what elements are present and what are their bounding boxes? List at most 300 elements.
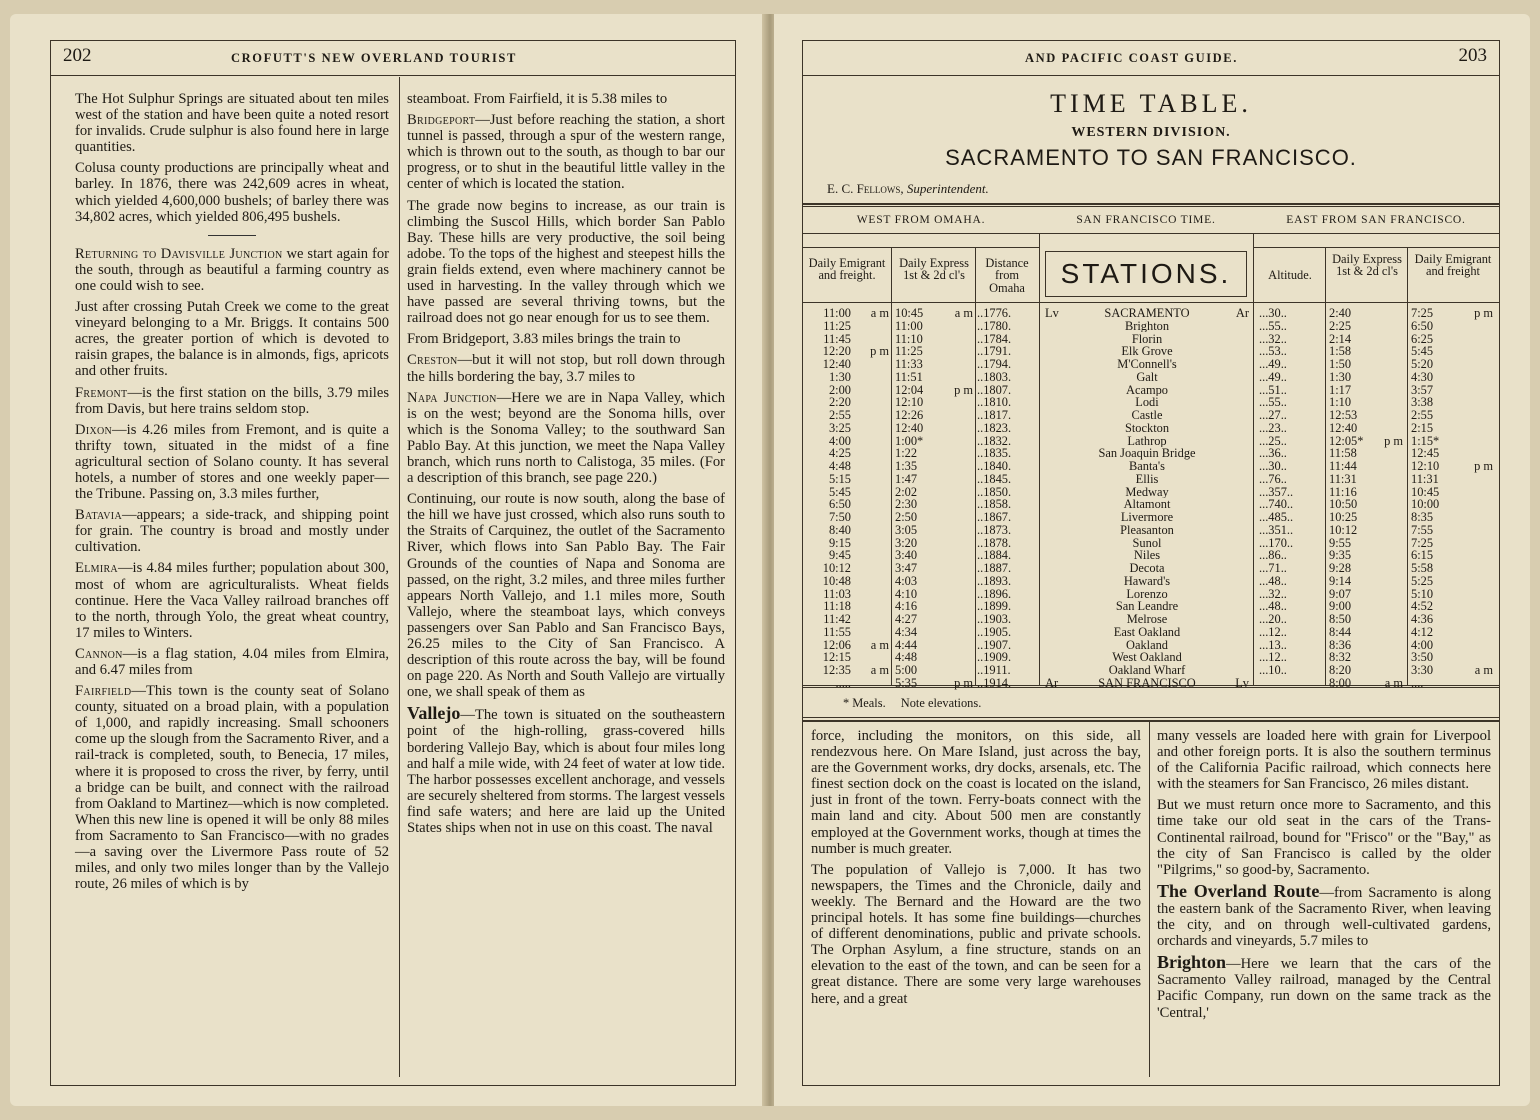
altitude: ...86.. xyxy=(1259,548,1287,563)
paragraph-text: —Here we learn that the cars of the Sacramento Valley railroad, managed by the Central Pacific Company, run down on the same track as the 'Central,' xyxy=(1157,956,1491,1021)
group-east-from-san-francisco: EAST FROM SAN FRANCISCO. xyxy=(1286,214,1466,226)
paragraph xyxy=(1157,728,1491,792)
head-east-express: Daily Express 1st & 2d cl's xyxy=(1332,252,1402,279)
west-express-meridiem: p m xyxy=(954,382,973,397)
distance-value: 1914 xyxy=(983,675,1008,690)
station-name: Elk Grove xyxy=(1121,345,1173,358)
paragraph-text: Colusa county productions are principally wheat and barley. In 1876, there was 242,609 acres in wheat, which yielded 4,600,000 bushels; of barley there was 34,802 acres, which yielded 806,495 bushels. xyxy=(75,160,389,225)
east-emigrant-time: 6:50 xyxy=(1411,318,1434,333)
west-express-time: 4:03 xyxy=(895,573,918,588)
head-altitude: Altitude. xyxy=(1268,268,1312,282)
paragraph xyxy=(1157,880,1491,950)
altitude-value: 30 xyxy=(1268,459,1281,473)
altitude-value: 32 xyxy=(1268,586,1281,601)
west-express-time: 3:47 xyxy=(895,561,918,575)
distance-value: 1878 xyxy=(983,535,1008,550)
footnote-elevations: Note elevations. xyxy=(900,696,982,710)
paragraph xyxy=(407,198,725,327)
east-express-time: 8:36 xyxy=(1329,637,1352,652)
paragraph xyxy=(407,91,725,107)
east-emigrant-time: 5:10 xyxy=(1411,586,1434,601)
altitude: ...485.. xyxy=(1259,510,1294,524)
left-column-divider xyxy=(399,77,400,1077)
altitude: ...51.. xyxy=(1259,382,1287,397)
west-emigrant-time: 12:35 xyxy=(822,663,851,677)
altitude-value: 10 xyxy=(1268,663,1281,677)
paragraph-text: force, including the monitors, on this side, all rendezvous here. On Mare Island, just across the bay, are the Government works, dry docks, arsenals, etc. The finest section dock on the coast is located on the island, just in front of the town. Ferry-boats connect with the main land and city. About 500 men are constantly employed at the Government works, though at times the number is much greater. xyxy=(811,728,1141,857)
station-name: SACRAMENTO xyxy=(1104,307,1190,320)
paragraph-heading: Bridgeport xyxy=(407,112,476,129)
west-express-time: 4:10 xyxy=(895,586,918,601)
station-row xyxy=(1043,447,1251,460)
timetable-route: SACRAMENTO TO SAN FRANCISCO. xyxy=(945,145,1357,170)
west-emigrant-meridiem: a m xyxy=(870,663,889,677)
east-express-time: 2:25 xyxy=(1329,318,1352,333)
station-name: San Joaquin Bridge xyxy=(1098,447,1196,460)
paragraph-heading: Napa Junction xyxy=(407,389,497,406)
east-express-time: 9:00 xyxy=(1329,599,1352,614)
distance-value: 1803 xyxy=(983,369,1008,384)
superintendent-name: E. C. Fellows, xyxy=(827,181,904,196)
station-row xyxy=(1043,549,1251,562)
altitude-value: 71 xyxy=(1268,561,1281,575)
station-name: Oakland Wharf xyxy=(1108,664,1186,677)
paragraph-heading: Returning to Davisville Junction xyxy=(75,245,283,262)
distance-value: 1905 xyxy=(983,624,1008,639)
station-name: Pleasanton xyxy=(1120,523,1174,537)
east-emigrant-time: .... xyxy=(1411,675,1424,690)
east-express-time: 10:50 xyxy=(1329,497,1358,512)
paragraph xyxy=(75,385,389,417)
paragraph-text: From Bridgeport, 3.83 miles brings the train to xyxy=(407,331,681,348)
station-row xyxy=(1043,409,1251,422)
right-text-column-2 xyxy=(1157,728,1491,1026)
west-emigrant-time: ..... xyxy=(835,675,851,690)
paragraph-heading: Brighton xyxy=(1157,952,1227,973)
altitude: ...48.. xyxy=(1259,573,1287,588)
distance-from-omaha: ..1817. xyxy=(977,408,1012,422)
west-emigrant-time: 4:48 xyxy=(828,459,851,473)
east-emigrant-time: 3:30 xyxy=(1411,663,1434,677)
station-row xyxy=(1043,345,1251,358)
west-emigrant-time: 5:45 xyxy=(828,484,851,499)
east-express-time: 9:28 xyxy=(1329,561,1352,575)
west-emigrant-time: 11:25 xyxy=(823,318,851,333)
distance-from-omaha: ..1887. xyxy=(977,561,1012,575)
altitude-value: 12 xyxy=(1268,624,1281,639)
station-row xyxy=(1043,562,1251,575)
station-direction-prefix: Ar xyxy=(1045,676,1059,690)
east-emigrant-time: 1:15* xyxy=(1411,433,1440,448)
right-running-header xyxy=(803,41,1499,76)
altitude-value: 51 xyxy=(1268,382,1281,397)
distance-from-omaha: ..1911. xyxy=(977,663,1011,677)
head-west-express: Daily Express 1st & 2d cl's xyxy=(899,256,969,283)
right-text-column-1 xyxy=(811,728,1141,1012)
distance-value: 1794 xyxy=(983,357,1008,371)
altitude-value: 27 xyxy=(1268,408,1281,422)
altitude: ...12.. xyxy=(1259,650,1287,665)
west-emigrant-time: 8:40 xyxy=(828,522,851,537)
east-express-time: 11:16 xyxy=(1329,484,1357,499)
altitude: ...25.. xyxy=(1259,433,1287,448)
station-name: Ellis xyxy=(1135,472,1159,486)
paragraph-text: —is 4.26 miles from Fremont, and is quite a thrifty town, situated in the midst of a fine agricultural section of Solano county. It has several hotels, a number of stores and one weekly paper—the Tribune. Passing on, 3.3 miles further, xyxy=(75,421,389,503)
west-express-meridiem: a m xyxy=(954,306,973,320)
right-column-divider xyxy=(1149,721,1150,1077)
station-row xyxy=(1043,371,1251,384)
distance-value: 1835 xyxy=(983,446,1008,461)
distance-value: 1887 xyxy=(983,561,1008,575)
west-emigrant-time: 5:15 xyxy=(828,471,851,486)
paragraph xyxy=(75,160,389,224)
station-row xyxy=(1043,498,1251,511)
distance-from-omaha: ..1810. xyxy=(977,395,1012,410)
head-distance: Distance from Omaha xyxy=(985,256,1029,295)
station-name: Lorenzo xyxy=(1126,587,1168,601)
west-express-time: 2:02 xyxy=(895,484,918,499)
station-name: SAN FRANCISCO xyxy=(1098,676,1196,690)
station-direction-prefix: Lv xyxy=(1045,307,1059,320)
west-emigrant-time: 4:00 xyxy=(828,433,851,448)
altitude: ...55.. xyxy=(1259,395,1287,410)
distance-from-omaha: ..1803. xyxy=(977,369,1012,384)
east-express-time: 12:05* xyxy=(1329,433,1364,448)
east-express-time: 10:12 xyxy=(1329,522,1358,537)
east-emigrant-time: 5:45 xyxy=(1411,344,1434,359)
distance-from-omaha: ..1884. xyxy=(977,548,1012,563)
west-express-time: 4:34 xyxy=(895,624,918,639)
distance-value: 1911 xyxy=(983,663,1008,677)
west-express-time: 12:40 xyxy=(895,420,924,435)
west-emigrant-time: 11:55 xyxy=(823,624,851,639)
altitude: ...49.. xyxy=(1259,357,1287,371)
altitude: ...32.. xyxy=(1259,586,1287,601)
paragraph-heading: Creston xyxy=(407,352,458,369)
west-emigrant-time: 12:15 xyxy=(822,650,851,665)
station-row xyxy=(1043,677,1251,690)
paragraph xyxy=(75,683,389,892)
east-express-time: 8:44 xyxy=(1329,624,1352,639)
left-running-header xyxy=(51,41,735,76)
distance-from-omaha: ..1840. xyxy=(977,459,1012,473)
altitude-value: 485 xyxy=(1268,510,1287,524)
west-express-time: 12:26 xyxy=(895,408,924,422)
east-emigrant-time: 3:57 xyxy=(1411,382,1434,397)
distance-value: 1858 xyxy=(983,497,1008,512)
altitude: ...20.. xyxy=(1259,612,1287,626)
altitude: ...49.. xyxy=(1259,369,1287,384)
distance-from-omaha: ..1780. xyxy=(977,318,1012,333)
paragraph-heading: Vallejo xyxy=(407,703,461,724)
east-emigrant-time: 4:30 xyxy=(1411,369,1434,384)
distance-from-omaha: ..1850. xyxy=(977,484,1012,499)
station-row xyxy=(1043,537,1251,550)
east-express-time: 1:50 xyxy=(1329,357,1352,371)
station-name: Altamont xyxy=(1123,498,1171,511)
distance-value: 1867 xyxy=(983,510,1008,524)
right-running-title: AND PACIFIC COAST GUIDE. xyxy=(1025,51,1238,65)
west-express-time: 1:35 xyxy=(895,459,918,473)
altitude-value: 13 xyxy=(1268,637,1281,652)
east-emigrant-time: 5:58 xyxy=(1411,561,1434,575)
paragraph-text: —is a flag station, 4.04 miles from Elmira, and 6.47 miles from xyxy=(75,645,389,678)
altitude: ...71.. xyxy=(1259,561,1287,575)
east-emigrant-time: 7:25 xyxy=(1411,535,1434,550)
west-express-time: 11:00 xyxy=(895,318,923,333)
east-express-time: 8:32 xyxy=(1329,650,1352,665)
station-row xyxy=(1043,384,1251,397)
altitude-value: 20 xyxy=(1268,612,1281,626)
west-emigrant-time: 12:06 xyxy=(822,637,851,652)
east-express-time: 12:40 xyxy=(1329,420,1358,435)
station-row xyxy=(1043,511,1251,524)
paragraph xyxy=(75,646,389,678)
west-express-time: 4:48 xyxy=(895,650,918,665)
paragraph-text: The population of Vallejo is 7,000. It has two newspapers, the Times and the Chronicle, daily and weekly. The Bernard and the Howard are the two principal hotels. It has some fine buildings—churches of different denominations, public and private schools. The Orphan Asylum, a fine structure, stands on an elevation to the east of the town, and can be seen for a great distance. There are some very large warehouses here, and a great xyxy=(811,861,1141,1007)
east-emigrant-time: 12:10 xyxy=(1411,459,1440,473)
station-name: Decota xyxy=(1129,562,1165,575)
right-page-frame xyxy=(802,40,1500,1086)
altitude: ...55.. xyxy=(1259,318,1287,333)
paragraph-text: —This town is the county seat of Solano county, situated on a broad plain, with a population of 1,000, and rapidly increasing. Small schooners come up the slough from the Sacramento River, and a rail-track is completed, south, to Benecia, 17 miles, where it is proposed to cross the river, by ferry, until a bridge can be built, and connect with the railroad from Oakland to Martinez—which is now completed. When this new line is opened it will be only 88 miles from Sacramento to San Francisco—with no grades—a saving over the Livermore Pass route of 52 miles, and only two miles longer than by the Vallejo route, 26 miles of which is by xyxy=(75,683,389,893)
distance-value: 1893 xyxy=(983,573,1008,588)
east-express-time: 2:14 xyxy=(1329,331,1352,346)
east-express-time: 9:35 xyxy=(1329,548,1352,563)
paragraph-text: —is 4.84 miles further; population about 300, most of whom are agriculturalists. Wheat fields continue. Here the Vaca Valley railroad branches off to the north, through Yolo, the great wheat country, 17 miles to Winters. xyxy=(75,560,389,641)
east-express-time: 8:20 xyxy=(1329,663,1352,677)
west-express-time: 5:35 xyxy=(895,675,918,690)
timetable-superintendent xyxy=(827,181,989,197)
east-emigrant-time: 4:36 xyxy=(1411,612,1434,626)
distance-from-omaha: ..1835. xyxy=(977,446,1012,461)
paragraph-text: Continuing, our route is now south, along the base of the hill we have just crossed, which also runs south to the Straits of Carquinez, the outlet of the Sacramento River, which flows into San Pablo Bay. The Fair Grounds of the counties of Napa and Sonoma are passed, on the right, 3.2 miles, and three miles further appears North Vallejo, and 1.1 miles more, South Vallejo, where the steamboat lays, which conveys passengers over San Pablo and San Francisco Bays, 26.25 miles to the City of San Francisco. A description of this route across the bay, will be found on page 220. As North and South Vallejo are virtually one, we shall speak of them as xyxy=(407,491,725,701)
west-express-time: 11:10 xyxy=(895,331,923,346)
distance-value: 1784 xyxy=(983,331,1008,346)
west-express-meridiem: p m xyxy=(954,675,973,690)
east-emigrant-meridiem: p m xyxy=(1474,306,1493,320)
left-page-frame xyxy=(50,40,736,1086)
distance-value: 1817 xyxy=(983,408,1008,422)
station-direction-suffix: Lv xyxy=(1235,676,1249,690)
altitude-value: 23 xyxy=(1268,420,1281,435)
paragraph-heading: Fairfield xyxy=(75,683,132,700)
distance-value: 1850 xyxy=(983,484,1008,499)
distance-from-omaha: ..1807. xyxy=(977,382,1012,397)
head-stations: STATIONS. xyxy=(1045,251,1247,297)
station-row xyxy=(1043,486,1251,499)
distance-from-omaha: ..1784. xyxy=(977,331,1012,346)
altitude: ...36.. xyxy=(1259,446,1287,461)
east-emigrant-time: 6:15 xyxy=(1411,548,1434,563)
right-page xyxy=(774,14,1530,1106)
west-emigrant-time: 2:55 xyxy=(828,408,851,422)
altitude: ...10.. xyxy=(1259,663,1287,677)
station-row xyxy=(1043,473,1251,486)
west-emigrant-time: 11:42 xyxy=(823,612,851,626)
head-east-emigrant: Daily Emigrant and freight xyxy=(1414,252,1492,279)
altitude-value: 30 xyxy=(1268,306,1281,320)
west-emigrant-time: 2:00 xyxy=(828,382,851,397)
paragraph xyxy=(75,560,389,640)
distance-from-omaha: ..1896. xyxy=(977,586,1012,601)
altitude-value: 48 xyxy=(1268,599,1281,614)
paragraph-text: we start again for the south, through as beautiful a farming country as one could wish to see. xyxy=(75,245,389,294)
east-express-time: 8:50 xyxy=(1329,612,1352,626)
distance-from-omaha: ..1907. xyxy=(977,637,1012,652)
west-emigrant-meridiem: p m xyxy=(870,344,889,359)
altitude-value: 740 xyxy=(1268,497,1287,512)
west-express-time: 1:47 xyxy=(895,471,918,486)
west-express-time: 10:45 xyxy=(895,306,924,320)
station-name: West Oakland xyxy=(1112,651,1182,664)
west-emigrant-time: 7:50 xyxy=(828,510,851,524)
distance-from-omaha: ..1905. xyxy=(977,624,1012,639)
paragraph-heading: Fremont xyxy=(75,384,128,401)
paragraph-heading: Cannon xyxy=(75,645,123,662)
altitude: ...30.. xyxy=(1259,459,1287,473)
altitude-value: 32 xyxy=(1268,331,1281,346)
station-row xyxy=(1043,639,1251,652)
paragraph-text: —appears; a side-track, and shipping point for grain. The country is broad and mostly under cultivation. xyxy=(75,507,389,556)
left-page-number: 202 xyxy=(63,45,92,66)
altitude-value: 48 xyxy=(1268,573,1281,588)
left-running-title: CROFUTT'S NEW OVERLAND TOURIST xyxy=(231,51,517,65)
east-express-time: 11:58 xyxy=(1329,446,1357,461)
altitude: ...76.. xyxy=(1259,471,1287,486)
distance-value: 1807 xyxy=(983,382,1008,397)
distance-value: 1840 xyxy=(983,459,1008,473)
altitude-value: 55 xyxy=(1268,395,1281,410)
paragraph-text: —The town is situated on the southeastern point of the high-rolling, grass-covered hills bordering Vallejo Bay, which is about four miles long and half a mile wide, with 24 feet of water at low tide. The harbor possesses excellent anchorage, and vessels are securely sheltered from storms. The largest vessels find safe waters; and here are laid up the United States ships when not in use on this coast. The naval xyxy=(407,707,725,837)
left-text-column-1 xyxy=(75,91,389,897)
paragraph-text: —from Sacramento is along the eastern bank of the Sacramento River, when leaving the city, and on through well-cultivated gardens, orchards and vineyards, 5.7 miles to xyxy=(1157,884,1491,950)
distance-from-omaha: ..1893. xyxy=(977,573,1012,588)
station-name: Florin xyxy=(1131,332,1163,346)
distance-value: 1884 xyxy=(983,548,1008,563)
distance-from-omaha: ..1832. xyxy=(977,433,1012,448)
east-emigrant-time: 4:12 xyxy=(1411,624,1434,639)
paragraph xyxy=(811,728,1141,857)
station-name: Niles xyxy=(1133,549,1161,562)
west-express-time: 11:25 xyxy=(895,344,923,359)
distance-from-omaha: ..1791. xyxy=(977,344,1012,359)
station-name: M'Connell's xyxy=(1117,358,1177,371)
superintendent-title: Superintendent. xyxy=(906,181,989,196)
west-express-time: 1:00* xyxy=(895,433,924,448)
distance-value: 1780 xyxy=(983,318,1008,333)
west-emigrant-time: 11:18 xyxy=(823,599,851,614)
station-name: Galt xyxy=(1136,370,1158,384)
paragraph-text: many vessels are loaded here with grain for Liverpool and other foreign ports. It is also the southern terminus of the California Pacific railroad, which connects here with the steamers for San Francisco, 26 miles distant. xyxy=(1157,728,1491,793)
altitude-value: 53 xyxy=(1268,344,1281,359)
station-name: Melrose xyxy=(1126,613,1168,626)
distance-from-omaha: ..1878. xyxy=(977,535,1012,550)
altitude-value: 25 xyxy=(1268,433,1281,448)
station-name: Sunol xyxy=(1132,536,1162,550)
west-emigrant-time: 4:25 xyxy=(828,446,851,461)
east-emigrant-time: 12:45 xyxy=(1411,446,1440,461)
station-direction-suffix: Ar xyxy=(1235,307,1249,320)
paragraph-heading: Batavia xyxy=(75,507,122,524)
station-row xyxy=(1043,422,1251,435)
east-express-time: 12:53 xyxy=(1329,408,1358,422)
station-name: Oakland xyxy=(1126,638,1168,652)
altitude: ...53.. xyxy=(1259,344,1287,359)
west-emigrant-time: 11:45 xyxy=(823,331,851,346)
distance-from-omaha: ..1914. xyxy=(977,675,1012,690)
distance-value: 1899 xyxy=(983,599,1008,614)
paragraph-heading: Elmira xyxy=(75,560,118,577)
paragraph-text: —Here we are in Napa Valley, which is on the west; beyond are the Sonoma hills, over which is the Sonoma Valley; to the southward San Pablo Bay. At this junction, we meet the Napa Valley branch, which runs north to Calistoga, 35 miles. (For a description of this branch, see page 220.) xyxy=(407,389,725,487)
section-divider xyxy=(208,235,256,236)
altitude: ...170.. xyxy=(1259,535,1294,550)
west-express-time: 1:22 xyxy=(895,446,918,461)
station-row xyxy=(1043,358,1251,371)
east-emigrant-meridiem: p m xyxy=(1474,459,1493,473)
west-express-time: 2:30 xyxy=(895,497,918,512)
paragraph-text: —Just before reaching the station, a short tunnel is passed, through a spur of the western range, which is thrown out to the south, as though to bar our progress, or to shut in the beautiful little valley in the center of which is located the station. xyxy=(407,112,725,193)
east-emigrant-time: 3:50 xyxy=(1411,650,1434,665)
west-emigrant-time: 11:03 xyxy=(823,586,851,601)
altitude-value: 76 xyxy=(1268,471,1281,486)
altitude-value: 36 xyxy=(1268,446,1281,461)
altitude-value: 55 xyxy=(1268,318,1281,333)
paragraph xyxy=(75,246,389,294)
station-row xyxy=(1043,651,1251,664)
east-emigrant-time: 6:25 xyxy=(1411,331,1434,346)
station-name: Lathrop xyxy=(1127,434,1167,448)
east-emigrant-time: 3:38 xyxy=(1411,395,1434,410)
altitude-value: 12 xyxy=(1268,650,1281,665)
altitude-value: 86 xyxy=(1268,548,1281,563)
east-express-time: 9:07 xyxy=(1329,586,1352,601)
station-name: East Oakland xyxy=(1113,625,1181,639)
west-express-time: 4:44 xyxy=(895,637,918,652)
paragraph xyxy=(75,299,389,379)
distance-value: 1903 xyxy=(983,612,1008,626)
station-row xyxy=(1043,626,1251,639)
paragraph-text: steamboat. From Fairfield, it is 5.38 miles to xyxy=(407,91,668,107)
east-express-time: 1:17 xyxy=(1329,382,1352,397)
east-emigrant-time: 10:45 xyxy=(1411,484,1440,499)
west-express-time: 11:51 xyxy=(895,369,923,384)
west-express-time: 3:20 xyxy=(895,535,918,550)
west-emigrant-time: 1:30 xyxy=(828,369,851,384)
west-express-time: 4:27 xyxy=(895,612,918,626)
station-row xyxy=(1043,307,1251,320)
distance-value: 1823 xyxy=(983,420,1008,435)
east-emigrant-time: 4:52 xyxy=(1411,599,1434,614)
west-emigrant-meridiem: a m xyxy=(870,637,889,652)
east-emigrant-time: 10:00 xyxy=(1411,497,1440,512)
altitude: ...48.. xyxy=(1259,599,1287,614)
station-name: Haward's xyxy=(1123,574,1171,588)
east-express-time: 11:31 xyxy=(1329,471,1357,486)
station-row xyxy=(1043,588,1251,601)
altitude: ...32.. xyxy=(1259,331,1287,346)
east-express-time: 8:00 xyxy=(1329,675,1352,690)
station-row xyxy=(1043,613,1251,626)
distance-value: 1909 xyxy=(983,650,1008,665)
footnote-meals: * Meals. xyxy=(843,696,886,710)
east-express-time: 9:55 xyxy=(1329,535,1352,550)
west-emigrant-time: 12:20 xyxy=(822,344,851,359)
distance-from-omaha: ..1858. xyxy=(977,497,1012,512)
altitude-value: 49 xyxy=(1268,369,1281,384)
altitude-value: 49 xyxy=(1268,357,1281,371)
east-express-meridiem: a m xyxy=(1384,675,1403,690)
